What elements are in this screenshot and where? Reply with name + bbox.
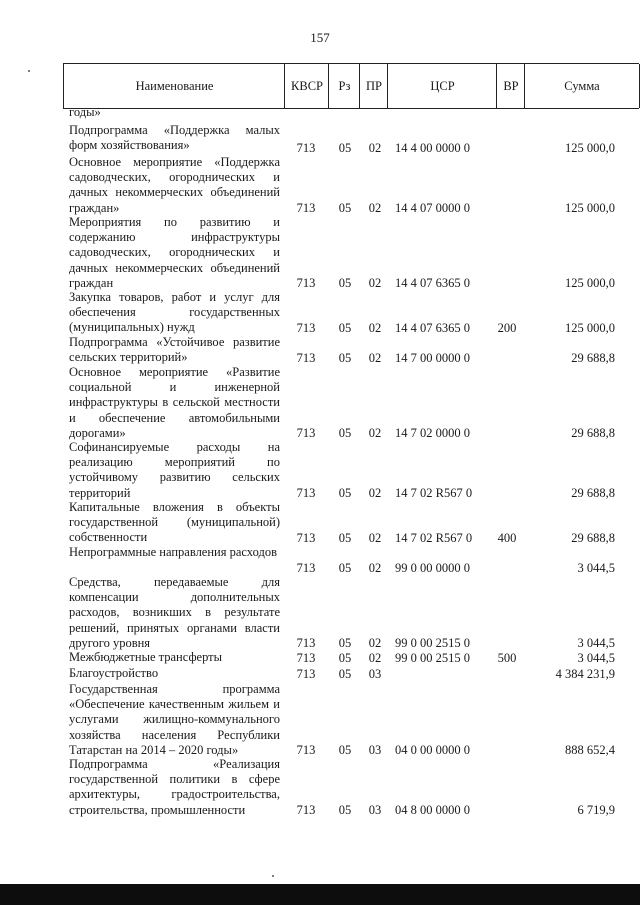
row-csr: 14 7 00 0000 0 — [395, 350, 470, 365]
row-rz: 05 — [338, 140, 352, 155]
row-name: Закупка товаров, работ и услуг для обеспечения государственных (муниципальных) нужд — [69, 290, 280, 335]
row-rz: 05 — [338, 802, 352, 817]
row-name: Межбюджетные трансферты — [69, 650, 223, 664]
table-row — [0, 155, 640, 216]
row-sum: 3 044,5 — [577, 560, 615, 575]
row-kvsr: 713 — [296, 350, 316, 365]
row-kvsr: 713 — [296, 560, 316, 575]
row-sum: 125 000,0 — [565, 140, 615, 155]
header-sum: Сумма — [524, 64, 640, 108]
row-csr: 14 4 07 6365 0 — [395, 320, 470, 335]
row-rz: 05 — [338, 560, 352, 575]
row-kvsr: 713 — [296, 742, 316, 757]
table-row — [0, 757, 640, 818]
scan-speck — [272, 875, 274, 877]
row-vr: 400 — [497, 530, 517, 545]
row-rz: 05 — [338, 666, 352, 681]
row-vr: 200 — [497, 320, 517, 335]
row-csr: 14 4 07 6365 0 — [395, 275, 470, 290]
row-csr: 04 0 00 0000 0 — [395, 742, 470, 757]
row-rz: 05 — [338, 350, 352, 365]
row-pr: 02 — [368, 350, 382, 365]
row-csr: 04 8 00 0000 0 — [395, 802, 470, 817]
row-sum: 125 000,0 — [565, 275, 615, 290]
row-sum: 888 652,4 — [565, 742, 615, 757]
row-sum: 3 044,5 — [577, 635, 615, 650]
header-pr: ПР — [359, 64, 388, 108]
row-sum: 6 719,9 — [577, 802, 615, 817]
row-kvsr: 713 — [296, 635, 316, 650]
row-sum: 125 000,0 — [565, 200, 615, 215]
row-pr: 02 — [368, 485, 382, 500]
row-kvsr: 713 — [296, 425, 316, 440]
row-rz: 05 — [338, 650, 352, 665]
row-sum: 29 688,8 — [571, 350, 615, 365]
table-row — [0, 575, 640, 651]
table-row — [0, 105, 640, 120]
row-rz: 05 — [338, 635, 352, 650]
row-name: Основное мероприятие «Развитие социальной и инженерной инфраструктуры в сельской местности и обеспечение автомобильными дорогами» — [69, 365, 280, 440]
row-pr: 02 — [368, 425, 382, 440]
row-csr: 14 4 00 0000 0 — [395, 140, 470, 155]
scan-speck — [28, 70, 30, 72]
row-name: Благоустройство — [69, 666, 159, 680]
table-row — [0, 545, 640, 576]
row-pr: 03 — [368, 802, 382, 817]
row-sum: 125 000,0 — [565, 320, 615, 335]
table-header — [63, 63, 639, 109]
row-rz: 05 — [338, 200, 352, 215]
row-kvsr: 713 — [296, 320, 316, 335]
table-row — [0, 650, 640, 666]
row-kvsr: 713 — [296, 650, 316, 665]
row-csr: 14 7 02 0000 0 — [395, 425, 470, 440]
row-rz: 05 — [338, 742, 352, 757]
row-kvsr: 713 — [296, 275, 316, 290]
row-csr: 99 0 00 0000 0 — [395, 560, 470, 575]
row-name: Государственная программа «Обеспечение качественным жильем и услугами жилищно-коммунального хозяйства населения Республики Татарстан на 2014 – 2020 годы» — [69, 682, 280, 757]
row-pr: 02 — [368, 275, 382, 290]
row-rz: 05 — [338, 425, 352, 440]
row-name: Мероприятия по развитию и содержанию инфраструктуры садоводческих, огороднических и дачных некоммерческих объединений граждан — [69, 215, 280, 290]
row-pr: 02 — [368, 635, 382, 650]
row-name: Капитальные вложения в объекты государственной (муниципальной) собственности — [69, 500, 280, 545]
row-sum: 29 688,8 — [571, 485, 615, 500]
row-name: годы» — [69, 105, 101, 119]
row-csr: 99 0 00 2515 0 — [395, 635, 470, 650]
header-csr: ЦСР — [387, 64, 497, 108]
row-name: Основное мероприятие «Поддержка садоводческих, огороднических и дачных некоммерческих объединений граждан» — [69, 155, 280, 215]
table-row — [0, 290, 640, 336]
row-rz: 05 — [338, 485, 352, 500]
row-csr: 14 4 07 0000 0 — [395, 200, 470, 215]
table-row — [0, 215, 640, 291]
row-pr: 02 — [368, 320, 382, 335]
row-sum: 3 044,5 — [577, 650, 615, 665]
row-pr: 02 — [368, 140, 382, 155]
row-kvsr: 713 — [296, 140, 316, 155]
row-kvsr: 713 — [296, 802, 316, 817]
row-pr: 03 — [368, 666, 382, 681]
table-row — [0, 365, 640, 441]
row-name: Подпрограмма «Реализация государственной политики в сфере архитектуры, градостроительства, строительства, промышленности — [69, 757, 280, 817]
table-row — [0, 123, 640, 156]
row-vr: 500 — [497, 650, 517, 665]
page-number: 157 — [310, 30, 330, 45]
table-row — [0, 440, 640, 501]
row-pr: 03 — [368, 742, 382, 757]
row-kvsr: 713 — [296, 200, 316, 215]
row-pr: 02 — [368, 530, 382, 545]
row-sum: 29 688,8 — [571, 530, 615, 545]
row-pr: 02 — [368, 560, 382, 575]
row-name: Непрограммные направления расходов — [69, 545, 277, 559]
scan-bottom-edge — [0, 884, 640, 905]
row-rz: 05 — [338, 275, 352, 290]
header-rz: Рз — [328, 64, 360, 108]
row-kvsr: 713 — [296, 666, 316, 681]
table-row — [0, 500, 640, 546]
row-name: Подпрограмма «Поддержка малых форм хозяйствования» — [69, 123, 280, 153]
row-name: Подпрограмма «Устойчивое развитие сельских территорий» — [69, 335, 280, 365]
row-pr: 02 — [368, 650, 382, 665]
row-rz: 05 — [338, 320, 352, 335]
row-kvsr: 713 — [296, 485, 316, 500]
row-rz: 05 — [338, 530, 352, 545]
row-csr: 14 7 02 R567 0 — [395, 485, 473, 500]
row-pr: 02 — [368, 200, 382, 215]
row-name: Софинансируемые расходы на реализацию мероприятий по устойчивому развитию сельских территорий — [69, 440, 280, 500]
header-vr: ВР — [496, 64, 525, 108]
row-sum: 4 384 231,9 — [555, 666, 615, 681]
row-kvsr: 713 — [296, 530, 316, 545]
table-row — [0, 666, 640, 682]
table-row — [0, 335, 640, 366]
row-sum: 29 688,8 — [571, 425, 615, 440]
header-kvsr: КВСР — [284, 64, 329, 108]
row-name: Средства, передаваемые для компенсации дополнительных расходов, возникших в результате решений, принятых органами власти другого уровня — [69, 575, 280, 650]
table-row — [0, 682, 640, 758]
row-csr: 99 0 00 2515 0 — [395, 650, 470, 665]
header-name: Наименование — [63, 64, 285, 108]
row-csr: 14 7 02 R567 0 — [395, 530, 473, 545]
